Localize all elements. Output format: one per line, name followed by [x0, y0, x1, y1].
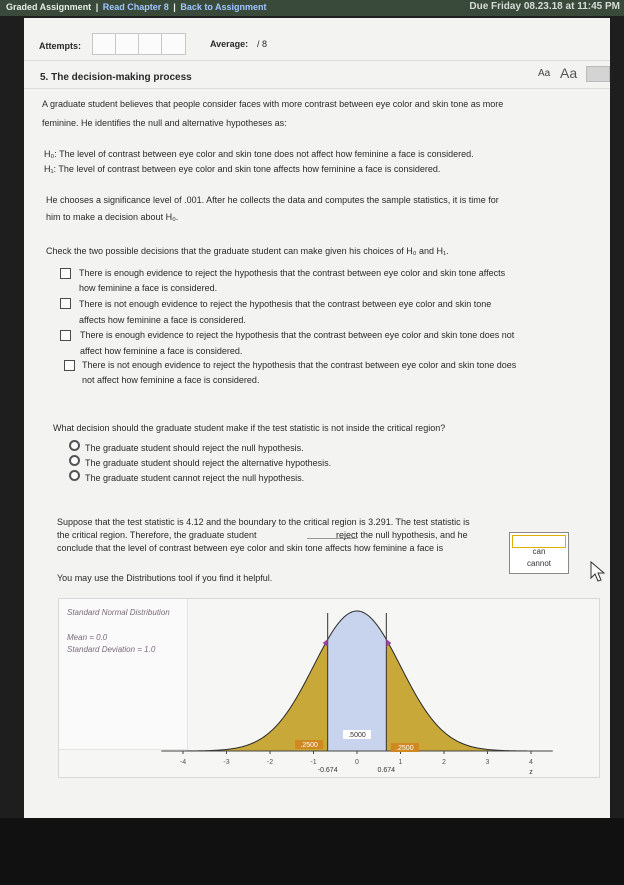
axis-tick-label: 4	[529, 759, 533, 766]
radio-option-1[interactable]	[69, 440, 80, 451]
axis-variable-label: z	[529, 769, 533, 776]
checkbox-option-4[interactable]	[64, 360, 75, 371]
axis-tick-label: -4	[179, 759, 187, 766]
null-hypothesis: H₀: The level of contrast between eye color and skin tone does not affect how feminine a face is considered.	[44, 149, 474, 159]
nav-separator: |	[173, 2, 176, 12]
axis-tick-label: 0	[355, 759, 359, 766]
checkbox-option-3[interactable]	[60, 330, 71, 341]
can-cannot-dropdown[interactable]	[509, 532, 569, 574]
screen-bottom-bezel	[0, 818, 624, 885]
checkbox-option-2[interactable]	[60, 298, 71, 309]
average-label: Average:	[210, 39, 249, 49]
fill-line-2a: the critical region. Therefore, the graduate student	[57, 530, 257, 540]
assignment-page	[24, 18, 610, 818]
checkbox-option-3-line-2: affect how feminine a face is considered.	[80, 346, 243, 356]
dropdown-option-can[interactable]: can	[532, 547, 546, 556]
sd-label: Standard Deviation = 1.0	[67, 645, 156, 654]
mean-label: Mean = 0.0	[67, 633, 108, 642]
left-tail-area-label: .2500	[300, 742, 318, 749]
checkbox-prompt: Check the two possible decisions that the graduate student can make given his choices of H₀ and H₁.	[46, 246, 449, 256]
intro-line-2: feminine. He identifies the null and alternative hypotheses as:	[42, 118, 287, 128]
question-title: 5. The decision-making process	[40, 72, 192, 83]
back-to-assignment-link[interactable]: Back to Assignment	[180, 2, 267, 12]
checkbox-option-2-line-2: affects how feminine a face is considered.	[79, 315, 246, 325]
significance-line-2: him to make a decision about H₀.	[46, 212, 179, 222]
radio-option-3[interactable]	[69, 470, 80, 481]
due-date: Due Friday 08.23.18 at 11:45 PM	[469, 1, 620, 12]
distribution-title: Standard Normal Distribution	[67, 608, 170, 617]
significance-line-1: He chooses a significance level of .001. After he collects the data and computes the sample statistics, it is time for	[46, 195, 499, 205]
nav-separator: |	[95, 2, 99, 12]
axis-tick-label: 2	[442, 759, 446, 766]
axis-tick-label: -3	[223, 759, 230, 766]
checkbox-option-3-line-1: There is enough evidence to reject the hypothesis that the contrast between eye color and skin tone does not	[80, 330, 515, 340]
axis-tick-label: 1	[398, 759, 403, 766]
alternative-hypothesis: H₁: The level of contrast between eye color and skin tone affects how feminine a face is considered.	[44, 164, 441, 174]
right-tail-area-label: .2500	[396, 745, 414, 752]
checkbox-option-1[interactable]	[60, 268, 71, 279]
settings-button[interactable]	[586, 66, 610, 82]
checkbox-option-4-line-1: There is not enough evidence to reject the hypothesis that the contrast between eye color and skin tone does	[82, 360, 517, 370]
intro-line-1: A graduate student believes that people consider faces with more contrast between eye color and skin tone as more	[42, 99, 504, 109]
attempts-boxes	[92, 33, 186, 55]
average-value: / 8	[257, 39, 268, 49]
fill-line-1: Suppose that the test statistic is 4.12 and the boundary to the critical region is 3.291. The test statistic is	[57, 517, 470, 527]
read-chapter-link[interactable]: Read Chapter 8	[102, 2, 169, 12]
dropdown-option-cannot[interactable]: cannot	[526, 559, 552, 568]
top-nav-bar	[0, 0, 624, 16]
tool-note: You may use the Distributions tool if you find it helpful.	[57, 573, 273, 583]
radio-prompt: What decision should the graduate student make if the test statistic is not inside the critical region?	[53, 423, 446, 433]
graded-assignment-label: Graded Assignment	[6, 2, 92, 12]
checkbox-option-1-line-2: how feminine a face is considered.	[79, 283, 218, 293]
right-tail-area	[386, 639, 539, 751]
radio-option-2-label: The graduate student should reject the alternative hypothesis.	[85, 458, 332, 468]
distributions-tool[interactable]	[58, 598, 600, 778]
axis-tick-label: -2	[266, 759, 274, 766]
radio-option-1-label: The graduate student should reject the null hypothesis.	[85, 443, 304, 453]
text-size-small-button[interactable]: Aa	[538, 68, 551, 79]
right-boundary-label: 0.674	[377, 767, 396, 774]
radio-option-3-label: The graduate student cannot reject the null hypothesis.	[85, 473, 305, 483]
axis-tick-label: -1	[310, 759, 317, 766]
left-tail-area	[174, 640, 327, 751]
mouse-cursor-icon	[589, 560, 609, 584]
center-area-label: .5000	[348, 732, 366, 739]
normal-curve-plot[interactable]	[59, 599, 599, 777]
checkbox-option-1-line-1: There is enough evidence to reject the hypothesis that the contrast between eye color and skin tone affects	[79, 268, 506, 278]
radio-option-2[interactable]	[69, 455, 80, 466]
axis-tick-label: 3	[485, 759, 490, 766]
checkbox-option-4-line-2: not affect how feminine a face is considered.	[82, 375, 260, 385]
attempts-label: Attempts:	[39, 41, 81, 51]
left-boundary-label: -0.674	[317, 767, 338, 774]
fill-line-2b: reject the null hypothesis, and he	[336, 530, 468, 540]
fill-line-3: conclude that the level of contrast between eye color and skin tone affects how feminine a face is	[57, 543, 444, 553]
checkbox-option-2-line-1: There is not enough evidence to reject the hypothesis that the contrast between eye color and skin tone	[79, 299, 492, 309]
text-size-large-button[interactable]: Aa	[560, 65, 578, 81]
